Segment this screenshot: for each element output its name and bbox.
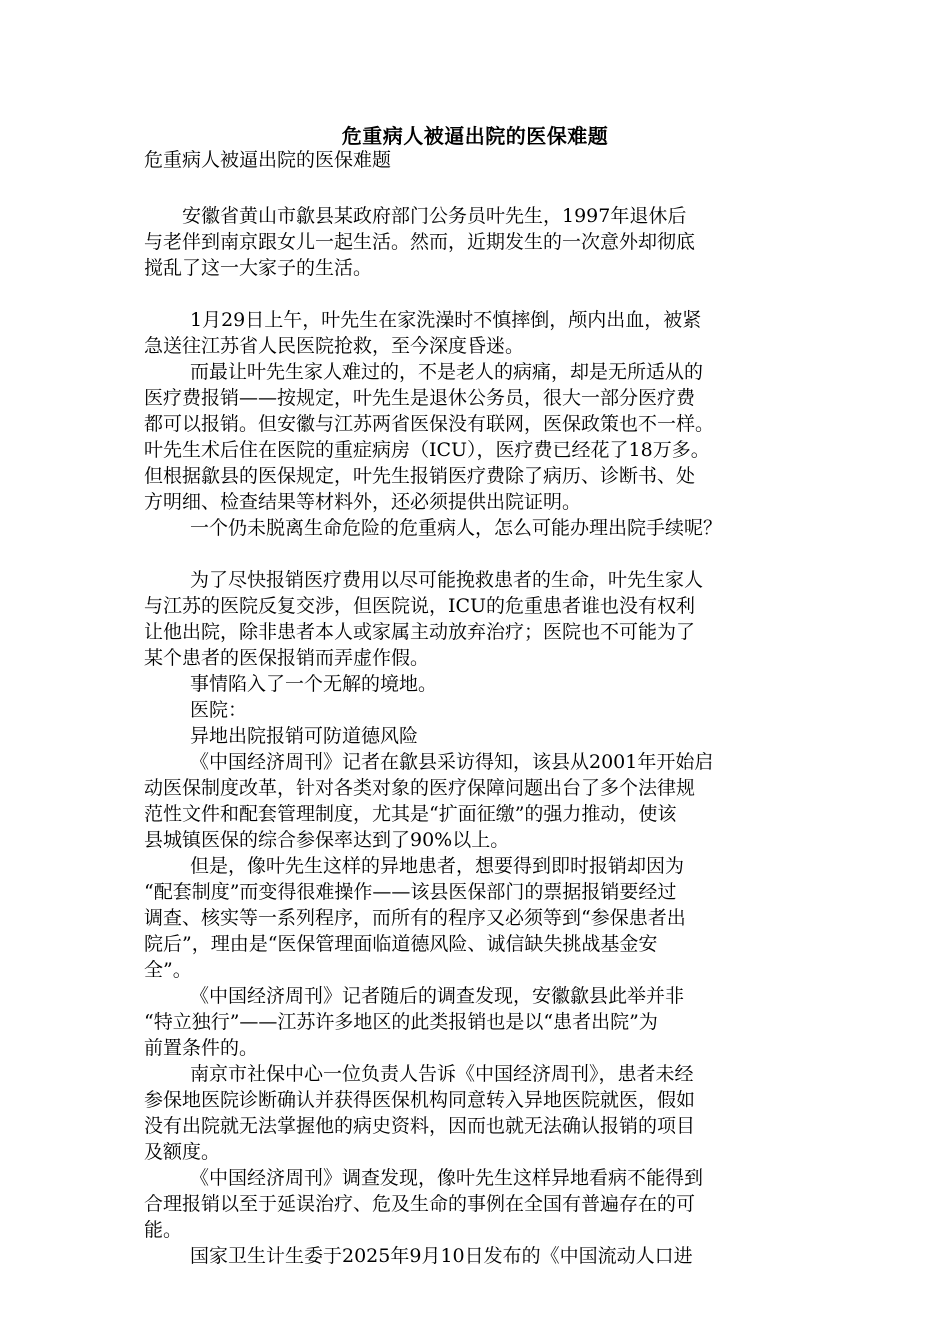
section-label: 医院： (190, 699, 248, 721)
paragraph-line: 能。 (144, 1219, 183, 1241)
paragraph-line: 都可以报销。但安徽与江苏两省医保没有联网，医保政策也不一样。 (144, 413, 715, 435)
section-heading: 异地出院报销可防道德风险 (190, 725, 419, 747)
paragraph-line: 叶先生术后住在医院的重症病房（ICU），医疗费已经花了18万多。 (144, 439, 710, 461)
paragraph-line: 事情陷入了一个无解的境地。 (190, 673, 438, 695)
paragraph-line: 县城镇医保的综合参保率达到了90%以上。 (144, 829, 510, 851)
paragraph-line: 参保地医院诊断确认并获得医保机构同意转入异地医院就医，假如 (144, 1089, 696, 1111)
paragraph-line: 《中国经济周刊》记者在歙县采访得知，该县从2001年开始启 (190, 751, 714, 773)
paragraph-line: 但根据歙县的医保规定，叶先生报销医疗费除了病历、诊断书、处 (144, 465, 696, 487)
paragraph-line: 国家卫生计生委于2025年9月10日发布的《中国流动人口进 (190, 1245, 693, 1267)
paragraph-line: 调查、核实等一系列程序，而所有的程序又必须等到“参保患者出 (144, 907, 686, 929)
paragraph-line: 《中国经济周刊》记者随后的调查发现，安徽歙县此举并非 (190, 985, 685, 1007)
paragraph-line: 没有出院就无法掌握他的病史资料，因而也就无法确认报销的项目 (144, 1115, 696, 1137)
paragraph-line: 安徽省黄山市歙县某政府部门公务员叶先生，1997年退休后 (182, 205, 687, 227)
document-body (144, 147, 814, 1269)
paragraph-line: 及额度。 (144, 1141, 221, 1163)
paragraph-line: 一个仍未脱离生命危险的危重病人，怎么可能办理出院手续呢？ (190, 517, 723, 539)
document-title: 危重病人被逼出院的医保难题 (341, 124, 609, 148)
paragraph-line: 与江苏的医院反复交涉，但医院说，ICU的危重患者谁也没有权利 (144, 595, 696, 617)
blank-line (144, 541, 814, 567)
paragraph-line: 而最让叶先生家人难过的，不是老人的病痛，却是无所适从的 (190, 361, 704, 383)
paragraph-line: 为了尽快报销医疗费用以尽可能挽救患者的生命，叶先生家人 (190, 569, 704, 591)
paragraph-line: 合理报销以至于延误治疗、危及生命的事例在全国有普遍存在的可 (144, 1193, 696, 1215)
subtitle-line: 危重病人被逼出院的医保难题 (144, 149, 392, 171)
paragraph-line: 搅乱了这一大家子的生活。 (144, 257, 373, 279)
paragraph-line: 急送往江苏省人民医院抢救，至今深度昏迷。 (144, 335, 525, 357)
paragraph-line: 让他出院，除非患者本人或家属主动放弃治疗；医院也不可能为了 (144, 621, 696, 643)
blank-line (144, 173, 814, 203)
paragraph-line: 某个患者的医保报销而弄虚作假。 (144, 647, 430, 669)
paragraph-line: 全”。 (144, 959, 192, 981)
paragraph-line: 与老伴到南京跟女儿一起生活。然而，近期发生的一次意外却彻底 (144, 231, 696, 253)
blank-line (144, 281, 814, 307)
paragraph-line: 医疗费报销——按规定，叶先生是退休公务员，很大一部分医疗费 (144, 387, 696, 409)
paragraph-line: 方明细、检查结果等材料外，还必须提供出院证明。 (144, 491, 582, 513)
paragraph-line: “配套制度”而变得很难操作——该县医保部门的票据报销要经过 (144, 881, 677, 903)
paragraph-line: 《中国经济周刊》调查发现，像叶先生这样异地看病不能得到 (190, 1167, 704, 1189)
paragraph-line: 但是，像叶先生这样的异地患者，想要得到即时报销却因为 (190, 855, 685, 877)
paragraph-line: 院后”，理由是“医保管理面临道德风险、诚信缺失挑战基金安 (144, 933, 658, 955)
paragraph-line: 1月29日上午，叶先生在家洗澡时不慎摔倒，颅内出血，被紧 (190, 309, 702, 331)
paragraph-line: 南京市社保中心一位负责人告诉《中国经济周刊》，患者未经 (190, 1063, 694, 1085)
paragraph-line: 前置条件的。 (144, 1037, 259, 1059)
paragraph-line: 动医保制度改革，针对各类对象的医疗保障问题出台了多个法律规 (144, 777, 696, 799)
paragraph-line: “特立独行”——江苏许多地区的此类报销也是以“患者出院”为 (144, 1011, 658, 1033)
paragraph-line: 范性文件和配套管理制度，尤其是“扩面征缴”的强力推动，使该 (144, 803, 677, 825)
